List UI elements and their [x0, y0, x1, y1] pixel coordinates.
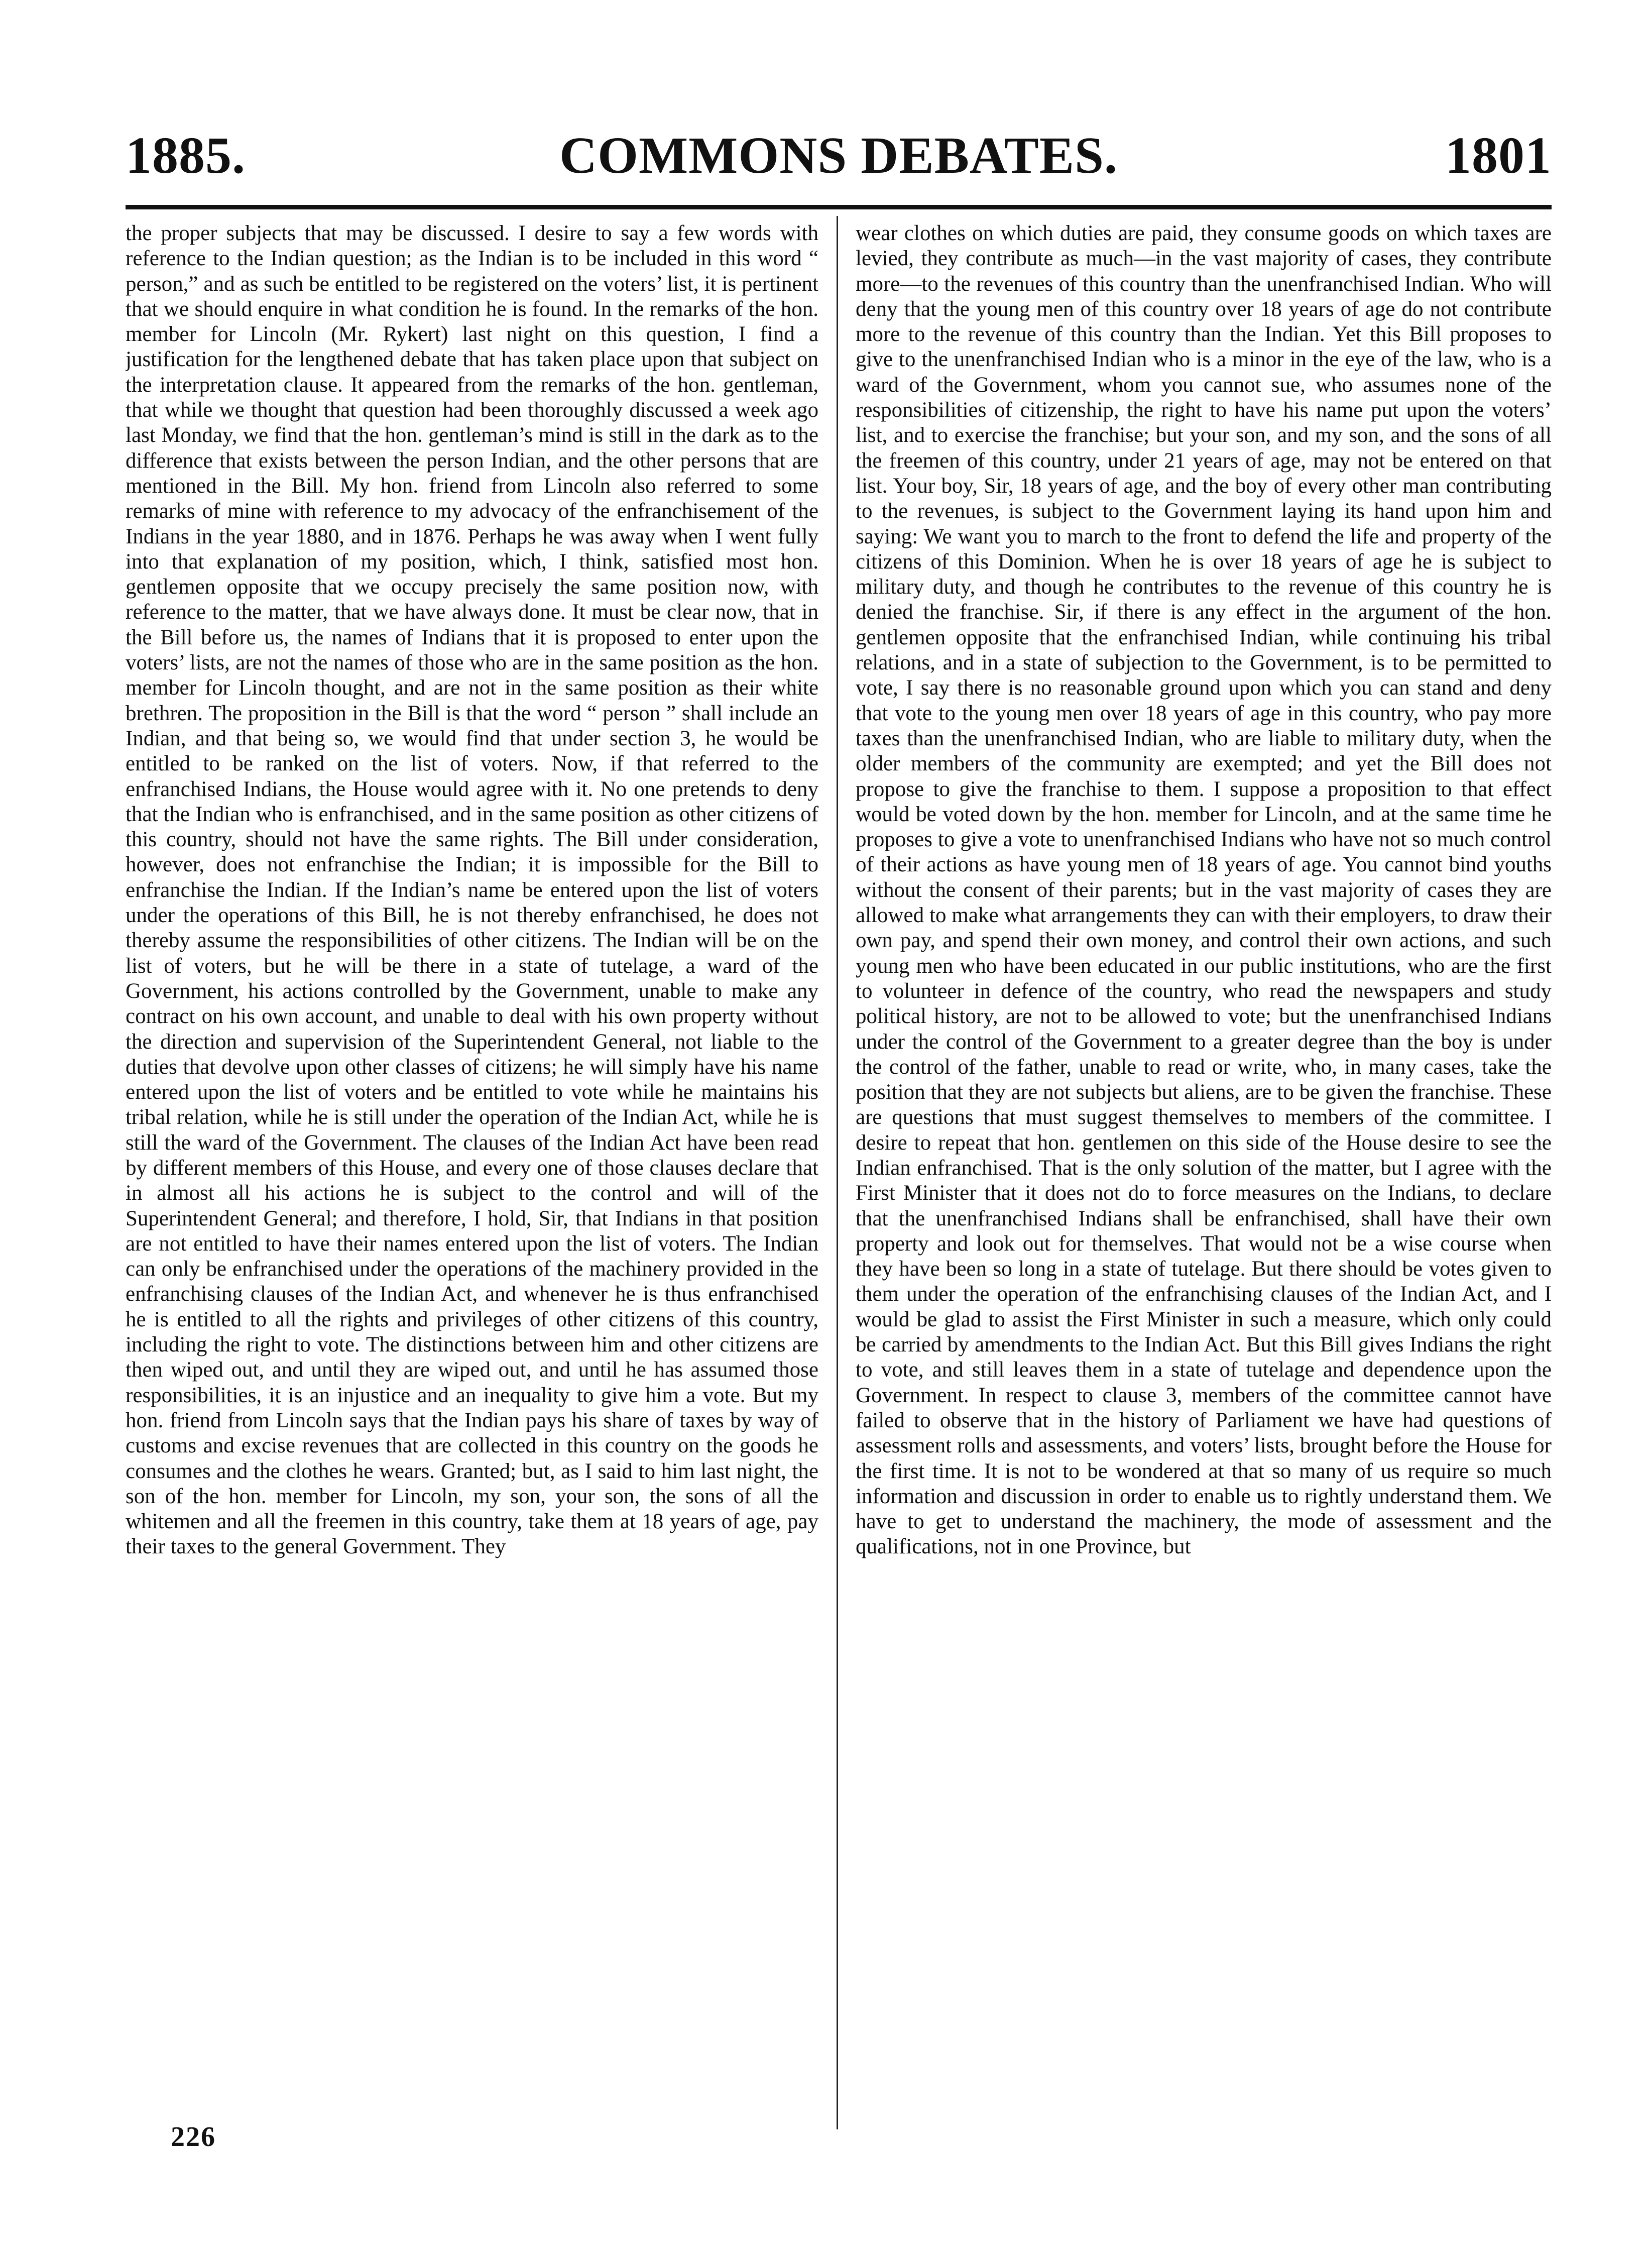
- header-year: 1885.: [126, 127, 246, 184]
- right-column-text: wear clothes on which duties are paid, they consume goods on which taxes are levied, they contribute as much—in the vast majority of cases, they contribute more—to the revenues of this country than the unenfranchised Indian. Who will deny that the young men of this country over 18 years of age do not contribute more to the revenue of this country than the Indian. Yet this Bill proposes to give to the unenfranchised Indian who is a minor in the eye of the law, who is a ward of the Government, whom you cannot sue, who assumes none of the responsibilities of citizenship, the right to have his name put upon the voters’ list, and to exercise the franchise; but your son, and my son, and the sons of all the freemen of this country, under 21 years of age, may not be entered on that list. Your boy, Sir, 18 years of age, and the boy of every other man contributing to the revenues, is subject to the Government laying its hand upon him and saying: We want you to march to the front to defend the life and property of the citizens of this Dominion. When he is over 18 years of age he is subject to military duty, and though he contributes to the revenue of this country he is denied the franchise. Sir, if there is any effect in the argument of the hon. gentlemen opposite that the enfranchised Indian, while continuing his tribal relations, and in a state of subjection to the Government, is to be permitted to vote, I say there is no reasonable ground upon which you can stand and deny that vote to the young men over 18 years of age in this country, who pay more taxes than the unenfranchised Indian, who are liable to military duty, when the older members of the community are exempted; and yet the Bill does not propose to give the franchise to them. I suppose a proposition to that effect would be voted down by the hon. member for Lincoln, and at the same time he proposes to give a vote to unenfranchised Indians who have not so much control of their actions as have young men of 18 years of age. You cannot bind youths without the consent of their parents; but in the vast majority of cases they are allowed to make what arrangements they can with their employers, to draw their own pay, and spend their own money, and control their own actions, and such young men who have been educated in our public institutions, who are the first to volunteer in defence of the country, who read the newspapers and study political history, are not to be allowed to vote; but the unenfranchised Indians under the control of the Government to a greater degree than the boy is under the control of the father, unable to read or write, who, in many cases, take the position that they are not subjects but aliens, are to be given the franchise. These are questions that must suggest themselves to members of the committee. I desire to repeat that hon. gentlemen on this side of the House desire to see the Indian enfranchised. That is the only solution of the matter, but I agree with the First Minister that it does not do to force measures on the Indians, to declare that the unenfranchised Indians shall be enfranchised, shall have their own property and look out for themselves. That would not be a wise course when they have been so long in a state of tutelage. But there should be votes given to them under the operation of the enfranchising clauses of the Indian Act, and I would be glad to assist the First Minister in such a measure, which only could be carried by amendments to the Indian Act. But this Bill gives Indians the right to vote, and still leaves them in a state of tutelage and dependence upon the Government. In respect to clause 3, members of the committee cannot have failed to observe that in the history of Parliament we have had questions of assessment rolls and assessments, and voters’ lists, brought before the House for the first time. It is not to be wondered at that so many of us require so much information and discussion in order to enable us to rightly understand them. We have to get to understand the machinery, the mode of assessment and the qualifications, not in one Province, but: [856, 221, 1552, 1559]
- left-column-text: the proper subjects that may be discussed. I desire to say a few words with reference to the Indian question; as the Indian is to be included in this word “ person,” and as such be entitled to be registered on the voters’ list, it is pertinent that we should enquire in what condition he is found. In the remarks of the hon. member for Lincoln (Mr. Rykert) last night on this question, I find a justification for the lengthened debate that has taken place upon that subject on the interpretation clause. It appeared from the remarks of the hon. gentleman, that while we thought that question had been thoroughly discussed a week ago last Monday, we find that the hon. gentleman’s mind is still in the dark as to the difference that exists between the person Indian, and the other persons that are mentioned in the Bill. My hon. friend from Lincoln also referred to some remarks of mine with reference to my advocacy of the enfranchisement of the Indians in the year 1880, and in 1876. Perhaps he was away when I went fully into that explanation of my position, which, I think, satisfied most hon. gentlemen opposite that we occupy precisely the same position now, with reference to the matter, that we have always done. It must be clear now, that in the Bill before us, the names of Indians that it is proposed to enter upon the voters’ lists, are not the names of those who are in the same position as the hon. member for Lincoln thought, and are not in the same position as their white brethren. The proposition in the Bill is that the word “ person ” shall include an Indian, and that being so, we would find that under section 3, he would be entitled to be ranked on the list of voters. Now, if that referred to the enfranchised Indians, the House would agree with it. No one pretends to deny that the Indian who is enfranchised, and in the same position as other citizens of this country, should not have the same rights. The Bill under consideration, however, does not enfranchise the Indian; it is impossible for the Bill to enfranchise the Indian. If the Indian’s name be entered upon the list of voters under the operations of this Bill, he is not thereby enfranchised, he does not thereby assume the responsibilities of other citizens. The Indian will be on the list of voters, but he will be there in a state of tutelage, a ward of the Government, his actions controlled by the Government, unable to make any contract on his own account, and unable to deal with his own property without the direction and supervision of the Superintendent General, not liable to the duties that devolve upon other classes of citizens; he will simply have his name entered upon the list of voters and be entitled to vote while he maintains his tribal relation, while he is still under the operation of the Indian Act, while he is still the ward of the Government. The clauses of the Indian Act have been read by different members of this House, and every one of those clauses declare that in almost all his actions he is subject to the control and will of the Superintendent General; and therefore, I hold, Sir, that Indians in that position are not entitled to have their names entered upon the list of voters. The Indian can only be enfranchised under the operations of the machinery provided in the enfranchising clauses of the Indian Act, and whenever he is thus enfranchised he is entitled to all the rights and privileges of other citizens of this country, including the right to vote. The distinctions between him and other citizens are then wiped out, and until they are wiped out, and until he has assumed those responsibilities, it is an injustice and an inequality to give him a vote. But my hon. friend from Lincoln says that the Indian pays his share of taxes by way of customs and excise revenues that are collected in this country on the goods he consumes and the clothes he wears. Granted; but, as I said to him last night, the son of the hon. member for Lincoln, my son, your son, the sons of all the whitemen and all the freemen in this country, take them at 18 years of age, pay their taxes to the general Government. They: [126, 221, 818, 1559]
- column-divider: [837, 216, 838, 2129]
- header-page-number: 1801: [1445, 127, 1552, 184]
- page-header: [126, 118, 1552, 193]
- header-rule: [126, 205, 1552, 209]
- header-title: COMMONS DEBATES.: [559, 127, 1118, 184]
- right-column: [856, 221, 1552, 2129]
- signature-mark: 226: [171, 2121, 216, 2152]
- left-column: [126, 221, 818, 2129]
